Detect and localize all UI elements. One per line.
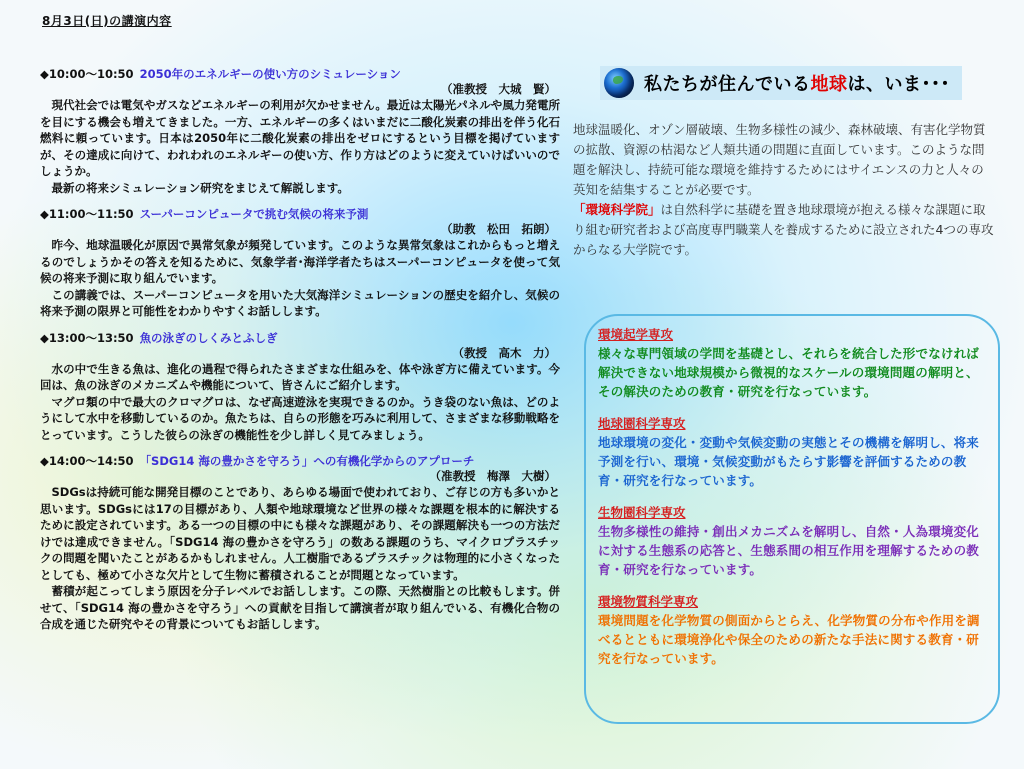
lecture-1 (40, 66, 560, 196)
lecture-paragraph: 蓄積が起こってしまう原因を分子レベルでお話しします。この際、天然樹脂との比較もします。併せて、「SDG14 海の豊かさを守ろう」への貢献を目指して講演者が取り組んでいる、有機化合物の合成を通じた研究やその背景についてもお話しします。 (40, 584, 560, 631)
lecture-header (40, 206, 560, 222)
lecture-paragraph: この講義では、スーパーコンピュータを用いた大気海洋シミュレーションの歴史を紹介し、気候の将来予測の限界と可能性をわかりやすくお話しします。 (40, 287, 560, 318)
department-name: 地球圏科学専攻 (598, 416, 686, 431)
lecture-list (40, 66, 560, 643)
lecture-paragraph: SDGsは持続可能な開発目標のことであり、あらゆる場面で使われており、ご存じの方も多いかと思います。SDGsには17の目標があり、人類や地球環境など世界の様々な課題を根本的に解決するために設定されています。ある一つの目標の中にも様々な課題があり、その課題解決も一つの方法だけでは達成できません。「SDG14 海の豊かさを守ろう」の数ある課題のうち、マイクロプラスチックの問題を聞いたことがあるかもしれません。人工樹脂であるプラスチックは物理的に小さくなったとしても、極めて小さな欠片として生物に蓄積されることが問題となっています。 (40, 485, 560, 582)
page-title: 8月3日(日)の講演内容 (42, 14, 172, 28)
department-environmental-frontiers (598, 326, 984, 401)
intro-paragraph-2-text: は自然科学に基礎を置き地球環境が抱える様々な課題に取り組む研究者および高度専門職業人を養成するために設立された4つの専攻からなる大学院です。 (573, 202, 994, 257)
intro-paragraph-1: 地球温暖化、オゾン層破壊、生物多様性の減少、森林破壊、有害化学物質の拡散、資源の枯渇など人類共通の問題に直面しています。このような問題を解決し、持続可能な環境を維持するためにはサイエンスの力と人々の英知を結集することが必要です。 (573, 122, 986, 197)
department-description: 生物多様性の維持・創出メカニズムを解明し、自然・人為環境変化に対する生態系の応答と、生態系間の相互作用を理解するための教育・研究を行なっています。 (598, 524, 980, 577)
departments-box (584, 314, 1000, 724)
department-name: 環境起学専攻 (598, 327, 674, 342)
globe-icon (604, 68, 634, 98)
banner-text-highlight: 地球 (810, 74, 848, 95)
lecturer-name: （教授 高木 力） (452, 345, 556, 360)
lecture-time: ◆14:00～14:50 (40, 454, 134, 468)
lecture-paragraph: 水の中で生きる魚は、進化の過程で得られたさまざまな仕組みを、体や泳ぎ方に備えています。今回は、魚の泳ぎのメカニズムや機能について、皆さんにご紹介します。 (40, 361, 560, 392)
lecture-paragraph: 現代社会では電気やガスなどエネルギーの利用が欠かせません。最近は太陽光パネルや風力発電所を目にする機会も増えてきました。一方、エネルギーの多くはいまだに二酸化炭素の排出を伴う化石燃料に頼っています。日本は2050年に二酸化炭素の排出をゼロにするという目標を掲げていますが、その達成に向けて、われわれのエネルギーの使い方、作り方はどのように変えていけばいいのでしょうか。 (40, 98, 560, 178)
department-biosphere (598, 504, 984, 579)
intro-paragraph-2 (573, 200, 995, 260)
lecturer-name: （准教授 梅澤 大樹） (429, 469, 556, 483)
lecture-paragraph: 最新の将来シミュレーション研究をまじえて解説します。 (51, 180, 349, 195)
lecture-time: ◆10:00～10:50 (40, 67, 134, 81)
banner-text-after: は、いま･･･ (847, 74, 950, 95)
department-name: 環境物質科学専攻 (598, 594, 699, 609)
lecture-paragraph: 昨今、地球温暖化が原因で異常気象が頻発しています。このような異常気象はこれからもっと増えるのでしょうかその答えを知るために、気象学者･海洋学者たちはスーパーコンピュータを使って気候の将来予測に取り組んでいます。 (40, 238, 560, 285)
lecture-title: 魚の泳ぎのしくみとふしぎ (139, 330, 278, 345)
earth-banner (600, 66, 962, 100)
department-description: 地球環境の変化・変動や気候変動の実態とその機構を解明し、将来予測を行い、環境・気候変動がもたらす影響を評価するための教育・研究を行なっています。 (598, 435, 980, 488)
lecture-4 (40, 453, 560, 633)
banner-title (644, 70, 950, 96)
lecture-header (40, 453, 560, 469)
department-earth-system (598, 415, 984, 490)
intro-text (573, 120, 995, 260)
institution-name: 「環境科学院」 (573, 202, 661, 217)
lecture-title: 「SDG14 海の豊かさを守ろう」への有機化学からのアプローチ (139, 454, 475, 468)
lecture-title: 2050年のエネルギーの使い方のシミュレーション (139, 67, 401, 81)
department-description: 環境問題を化学物質の側面からとらえ、化学物質の分布や作用を調べるとともに環境浄化や保全のための新たな手法に関する教育・研究を行なっています。 (598, 613, 980, 666)
lecture-2 (40, 206, 560, 320)
lecture-3 (40, 330, 560, 444)
lecture-paragraph: マグロ類の中で最大のクロマグロは、なぜ高速遊泳を実現できるのか。うき袋のない魚は、どのようにして水中を移動しているのか。魚たちは、自らの形態を巧みに利用して、さまざまな移動戦略をとっています。こうした彼らの泳ぎの機能性を少し詳しく見てみましょう。 (40, 394, 560, 442)
department-name: 生物圏科学専攻 (598, 505, 686, 520)
lecture-title: スーパーコンピュータで挑む気候の将来予測 (139, 207, 369, 221)
lecture-header (40, 66, 560, 82)
department-description: 様々な専門領域の学問を基礎とし、それらを統合した形でなければ解決できない地球規模から微視的なスケールの環境問題の解明と、その解決のための教育・研究を行なっています。 (598, 346, 980, 399)
banner-text-before: 私たちが住んでいる (644, 74, 811, 95)
lecturer-name: （助教 松田 拓朗） (441, 222, 556, 236)
department-materials (598, 593, 984, 668)
lecturer-name: （准教授 大城 賢） (441, 82, 556, 96)
lecture-time: ◆13:00～13:50 (40, 330, 134, 345)
lecture-time: ◆11:00～11:50 (40, 207, 134, 221)
lecture-header (40, 330, 560, 346)
